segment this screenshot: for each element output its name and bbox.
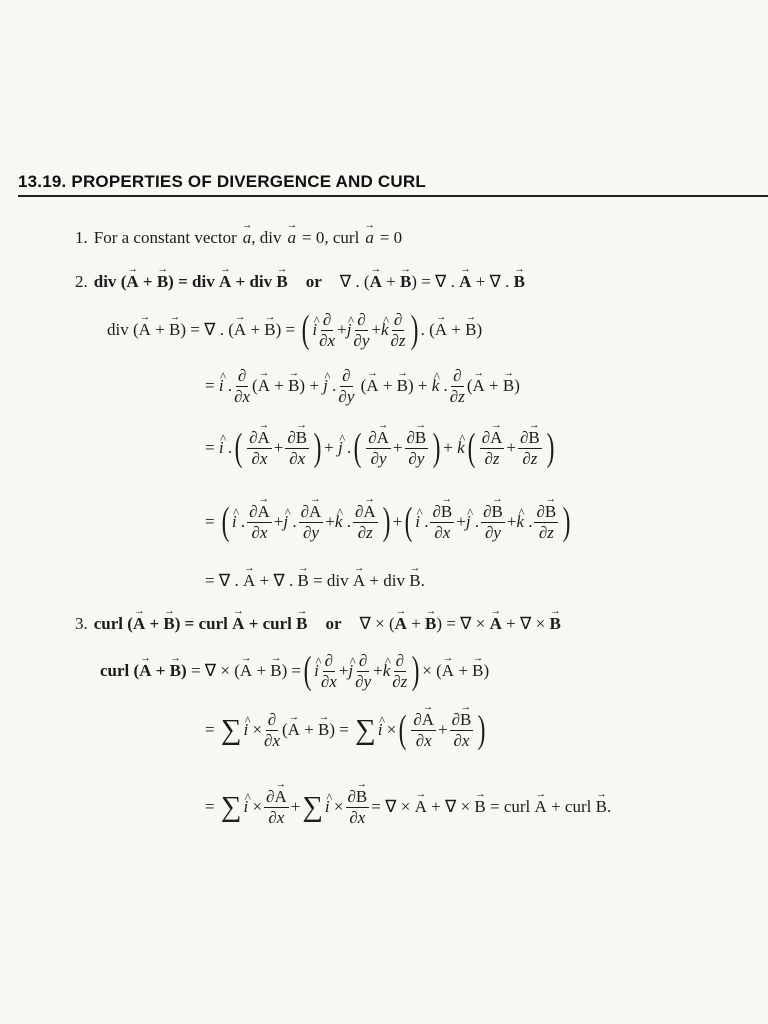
eq-div: = div <box>313 571 349 590</box>
eq-curl: = curl <box>490 797 531 817</box>
div-op: div <box>93 272 117 291</box>
heading-rule <box>18 195 768 197</box>
item-3-derivation-2: = ∑ ^ i × $\frac{\partial}{\partial x}$ ( → A + → B ) = ∑ ^ i × ( $\frac{\partial\to A}{\partial x}$ + $\frac{\partial\to B}{\partial x}$ ) <box>205 710 488 750</box>
k-hat: ^ k <box>381 320 389 340</box>
vec-A: → A <box>126 272 138 292</box>
item-1-number: 1. <box>75 228 88 247</box>
item-3-derivation-3: = ∑ ^ i × $\frac{\partial\to A}{\partial x}$ + ∑ ^ i × $\frac{\partial\to B}{\partial x}$ = ∇ × → A + ∇ × → B = curl → A + curl → B . <box>205 787 611 827</box>
partial-y: $\frac{\partial}{\partial y}$ <box>353 310 370 350</box>
curl-op: curl <box>93 614 124 633</box>
item-2-number: 2. <box>75 272 88 291</box>
vec-A: → A <box>370 272 382 292</box>
item-1-eq0: = 0, curl <box>302 228 360 247</box>
nabla: ∇ <box>204 320 216 340</box>
div-op: div <box>249 272 273 291</box>
nabla: ∇ <box>489 272 501 291</box>
i-hat: ^ i <box>312 320 317 340</box>
or-word: or <box>305 272 322 291</box>
plus-curl: + curl <box>551 797 592 817</box>
j-hat: ^ j <box>347 320 352 340</box>
or-word: or <box>325 614 342 633</box>
vec-A: → A <box>219 272 231 292</box>
nabla: ∇ <box>435 272 447 291</box>
item-3-derivation-1: curl ( → A + → B ) = ∇ × ( → A + → B ) = ( ^ i $\frac{\partial}{\partial x}$ + ^ j $\frac{\partial}{\partial y}$ + ^ k $\frac{\partial}{\partial z}$ ) × ( → A + → B ) <box>100 651 489 691</box>
vec-A: → A <box>435 320 447 340</box>
vec-B: → B <box>169 320 180 340</box>
vec-a: → a <box>365 228 374 248</box>
item-1-eq0b: = 0 <box>379 228 403 247</box>
vec-B: → B <box>465 320 476 340</box>
item-2-derivation-2: = ^ i . $\frac{\partial}{\partial x}$ ( → A + → B ) + ^ j . $\frac{\partial}{\partial y}$ ( → A + → B ) + ^ k . $\frac{\partial}{\partial z}$ ( → A + → B ) <box>205 366 520 406</box>
item-3-statement: 3. curl ( → A + → B ) = curl → A + curl → B or ∇ × ( → A + → B ) = ∇ × → A + ∇ × → B <box>75 614 561 634</box>
partial-z: $\frac{\partial}{\partial z}$ <box>390 310 406 350</box>
item-1-div: , div <box>251 228 282 247</box>
vec-B: → B <box>514 272 525 292</box>
item-2-statement: 2. div ( → A + → B ) = div → A + div → B or ∇ . ( → A + → B ) = ∇ . → A + ∇ . → B <box>75 272 525 292</box>
item-2-derivation-4: = ( ^ i . $\frac{\partial\to A}{\partial x}$ + ^ j . $\frac{\partial\to A}{\partial y}$ + ^ k . $\frac{\partial\to A}{\partial z}$ ) + ( ^ i . $\frac{\partial\to B}{\partial x}$ + ^ j . $\frac{\partial\to B}{\partial y}$ + ^ k . $\frac{\partial\to B}{\partial z}$ ) <box>205 502 573 542</box>
item-3-number: 3. <box>75 614 88 633</box>
plus-div: + div <box>369 571 405 590</box>
vec-A: → A <box>459 272 471 292</box>
partial-x: $\frac{\partial}{\partial x}$ <box>319 310 336 350</box>
item-2-derivation-5: = ∇ . → A + ∇ . → B = div → A + div → B . <box>205 571 425 591</box>
section-title: PROPERTIES OF DIVERGENCE AND CURL <box>71 172 426 191</box>
item-1-text: For a constant vector <box>93 228 237 247</box>
div-op: div <box>192 272 215 291</box>
div-op: div <box>107 320 129 340</box>
vec-B: → B <box>400 272 411 292</box>
section-number: 13.19. <box>18 172 67 191</box>
vec-a: → a <box>288 228 297 248</box>
vec-B: → B <box>276 272 287 292</box>
vec-B: → B <box>157 272 168 292</box>
vec-A: → A <box>234 320 246 340</box>
item-1 <box>75 228 402 248</box>
vec-a: → a <box>243 228 252 248</box>
vec-A: → A <box>139 320 151 340</box>
item-2-derivation-1: div ( → A + → B ) = ∇ . ( → A + → B ) = ( ^ i $\frac{\partial}{\partial x}$ + ^ j $\frac{\partial}{\partial y}$ + ^ k $\frac{\partial}{\partial z}$ ) . ( → A + → B ) <box>107 310 482 350</box>
section-heading <box>18 172 426 192</box>
vec-B: → B <box>264 320 275 340</box>
nabla: ∇ <box>339 272 352 291</box>
item-2-derivation-3: = ^ i . ( $\frac{\partial\to A}{\partial x}$ + $\frac{\partial\to B}{\partial x}$ ) + ^ j . ( $\frac{\partial\to A}{\partial y}$ + $\frac{\partial\to B}{\partial y}$ ) + ^ k ( $\frac{\partial\to A}{\partial z}$ + $\frac{\partial\to B}{\partial z}$ ) <box>205 428 557 468</box>
summation: ∑ <box>220 713 242 746</box>
